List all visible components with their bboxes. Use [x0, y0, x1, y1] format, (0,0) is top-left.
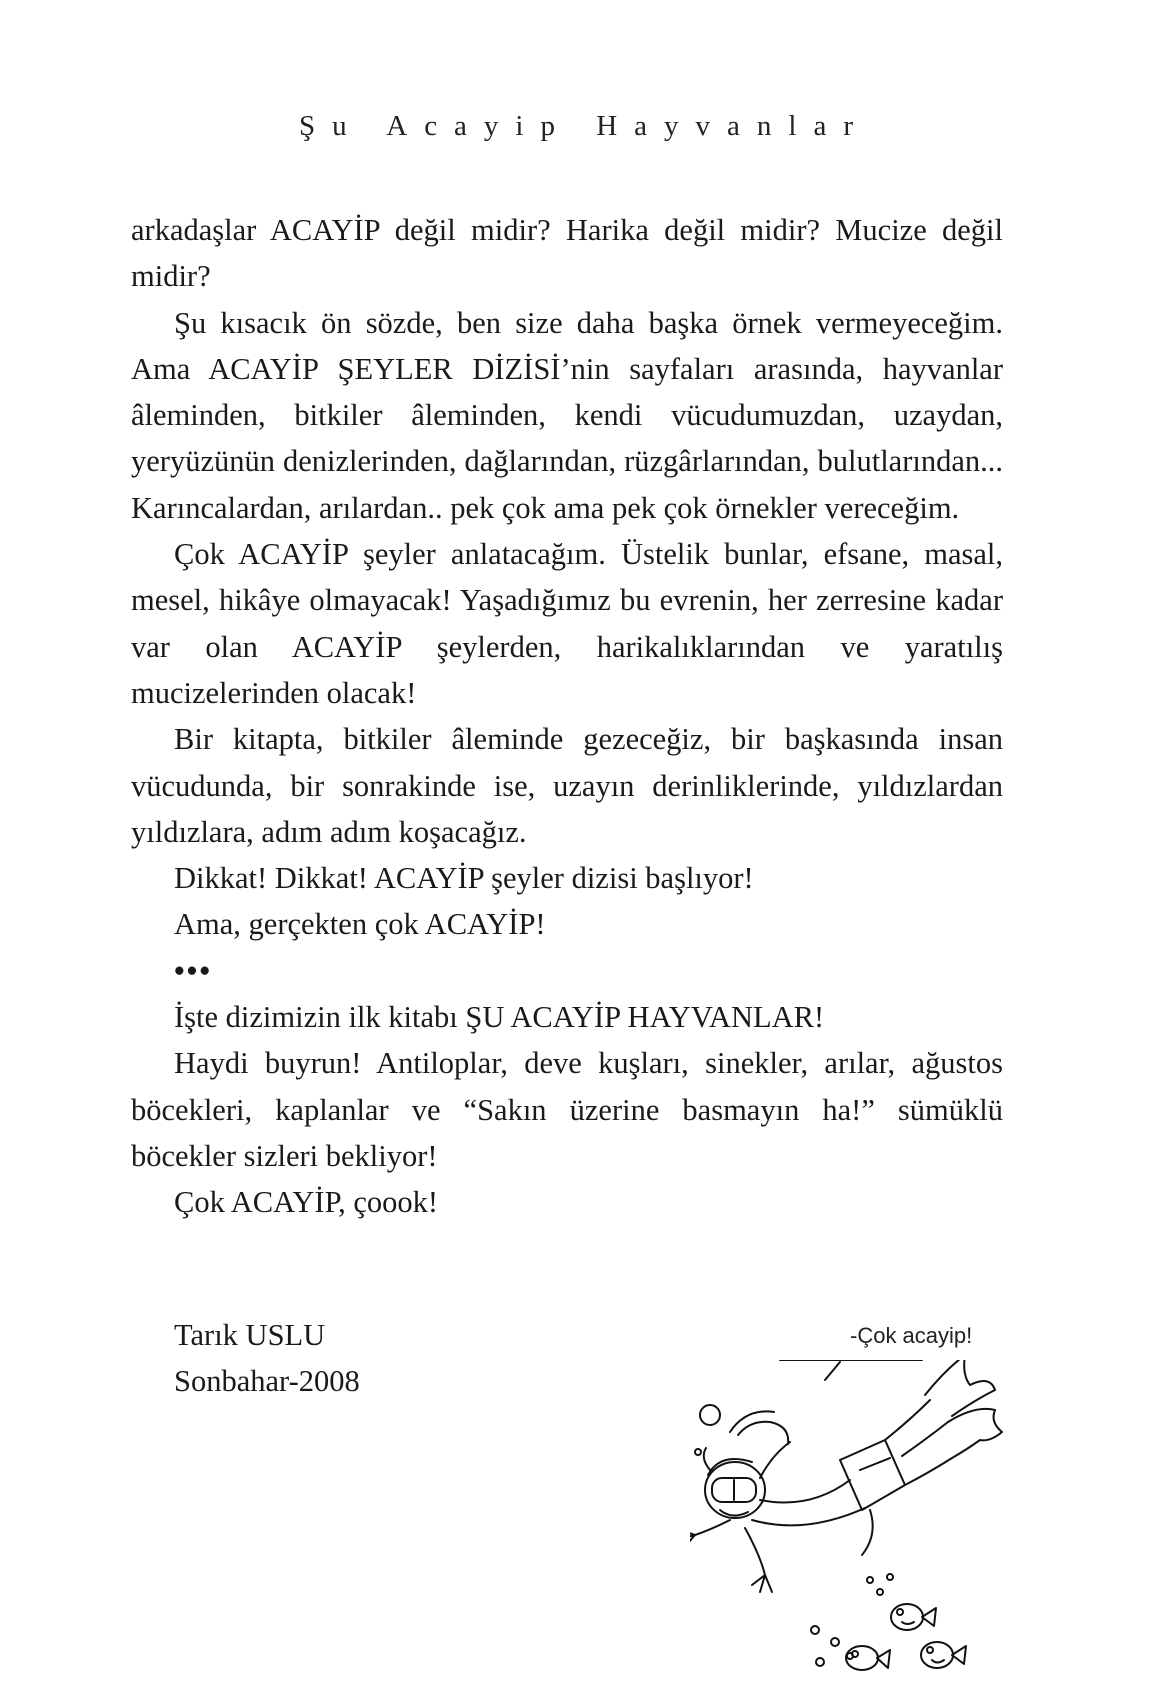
- diver-with-fish-drawing-icon: [690, 1360, 1110, 1680]
- speech-label: -Çok acayip!: [850, 1323, 973, 1348]
- diver: [690, 1360, 1002, 1592]
- paragraph: Bir kitapta, bitkiler âleminde gezeceğiz, bir başkasında insan vücudunda, bir sonrakinde ise, uzayın derinliklerinde, yıldızlardan yıldızlara, adım adım koşacağız.: [131, 722, 1003, 849]
- paragraph: Şu kısacık ön sözde, ben size daha başka örnek vermeyeceğim. Ama ACAYİP ŞEYLER DİZİSİ’nin sayfaları arasında, hayvanlar âleminden, bitkiler âleminden, kendi vücudumuzdan, uzaydan, yeryüzünün denizlerinden, dağlarından, rüzgârlarından, bulutlarından... Karıncalardan, arılardan.. pek çok ama pek çok örnekler vereceğim.: [131, 305, 1003, 525]
- bubbles: [690, 1405, 893, 1666]
- signature-block: [174, 1312, 360, 1404]
- speech-pointer: [825, 1362, 840, 1380]
- body-text: [131, 207, 1003, 1226]
- section-divider: •••: [174, 953, 213, 988]
- paragraph: Çok ACAYİP şeyler anlatacağım. Üstelik bunlar, efsane, masal, mesel, hikâye olmayacak! Yaşadığımız bu evrenin, her zerresine kadar var olan ACAYİP şeylerden, harikalıklarından ve yaratılış mucizelerinden olacak!: [131, 537, 1003, 710]
- running-title: Şu Acayip Hayvanlar: [298, 110, 871, 142]
- paragraph: İşte dizimizin ilk kitabı ŞU ACAYİP HAYVANLAR!: [174, 1000, 825, 1035]
- signature-date: Sonbahar-2008: [174, 1364, 360, 1398]
- fish: [846, 1604, 966, 1670]
- paragraph: Dikkat! Dikkat! ACAYİP şeyler dizisi başlıyor!: [174, 861, 754, 896]
- paragraph: arkadaşlar ACAYİP değil midir? Harika değil midir? Mucize değil midir?: [131, 213, 1003, 294]
- paragraph: Ama, gerçekten çok ACAYİP!: [174, 907, 546, 942]
- paragraph: Haydi buyrun! Antiloplar, deve kuşları, sinekler, arılar, ağustos böcekleri, kaplanlar ve “Sakın üzerine basmayın ha!” sümüklü böcekler sizleri bekliyor!: [131, 1046, 1003, 1173]
- author-name: Tarık USLU: [174, 1318, 326, 1352]
- paragraph: Çok ACAYİP, çoook!: [174, 1185, 439, 1220]
